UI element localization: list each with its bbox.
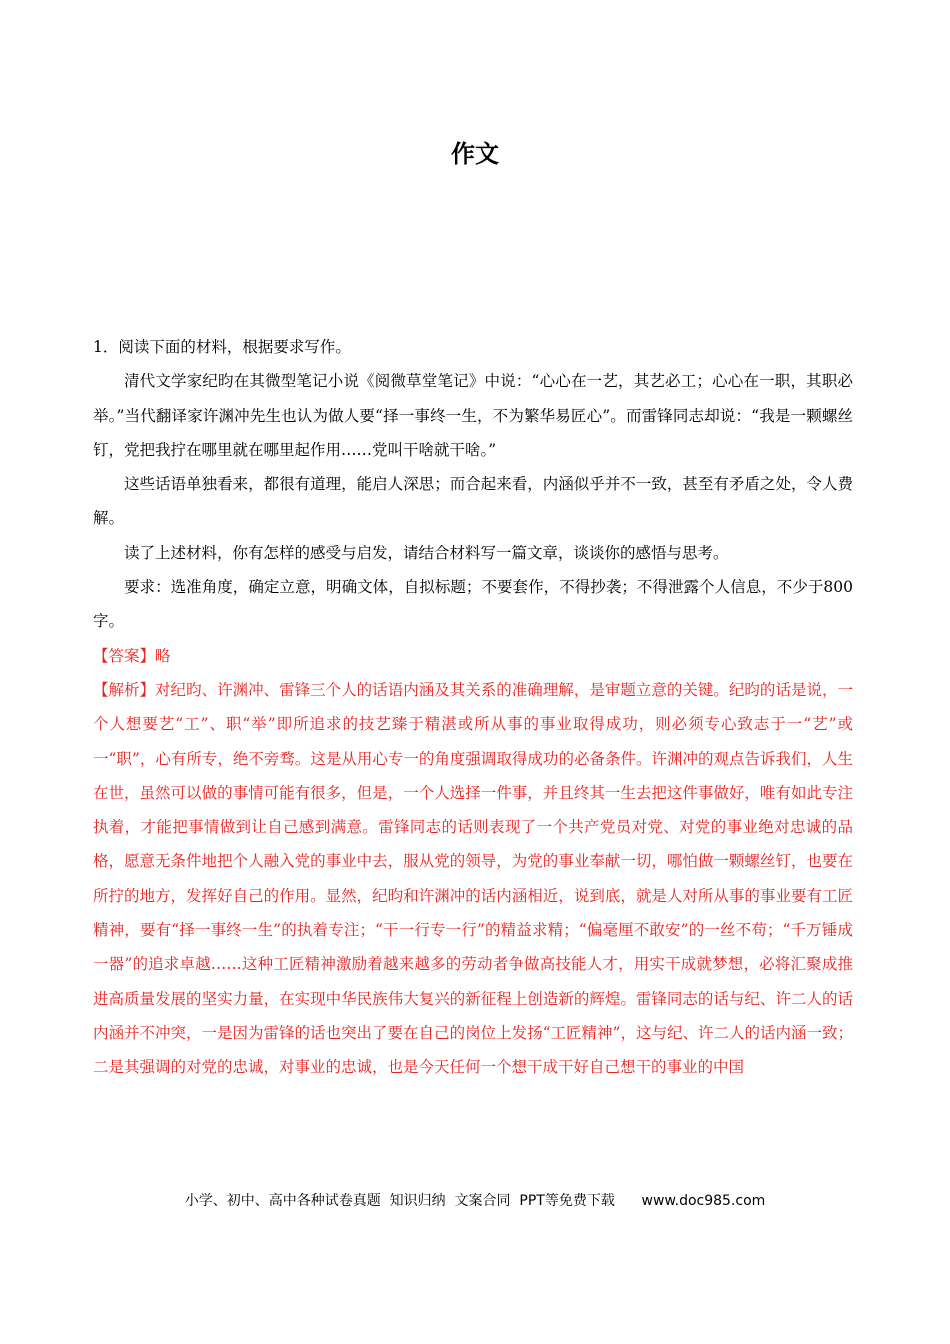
answer-text: 略 bbox=[155, 646, 171, 665]
page-title: 作文 bbox=[451, 140, 499, 168]
material-paragraph: 清代文学家纪昀在其微型笔记小说《阅微草堂笔记》中说：“心心在一艺，其艺必工；心心在一职，其职必举。”当代翻译家许渊冲先生也认为做人要“择一事终一生，不为繁华易匠心”。而雷锋同志却说：“我是一颗螺丝钉，党把我拧在哪里就在哪里起作用……党叫干啥就干啥。” bbox=[93, 372, 853, 459]
requirements-paragraph: 要求：选准角度，确定立意，明确文体，自拟标题；不要套作，不得抄袭；不得泄露个人信息，不少于800字。 bbox=[93, 578, 853, 631]
question-prompt-text: 阅读下面的材料，根据要求写作。 bbox=[118, 338, 351, 356]
question-content bbox=[93, 330, 853, 1085]
answer-label: 【答案】 bbox=[93, 646, 156, 665]
footer-text: 小学、初中、高中各种试卷真题 知识归纳 文案合同 PPT等免费下载 bbox=[184, 1193, 615, 1209]
question-prompt bbox=[93, 330, 853, 364]
material-paragraph: 读了上述材料，你有怎样的感受与启发，请结合材料写一篇文章，谈谈你的感悟与思考。 bbox=[124, 543, 729, 562]
material-paragraph: 这些话语单独看来，都很有道理，能启人深思；而合起来看，内涵似乎并不一致，甚至有矛盾之处，令人费解。 bbox=[93, 475, 853, 528]
analysis-label: 【解析】 bbox=[93, 680, 156, 699]
analysis-text: 对纪昀、许渊冲、雷锋三个人的话语内涵及其关系的准确理解，是审题立意的关键。纪昀的话是说，一个人想要艺“工”、职“举”即所追求的技艺臻于精湛或所从事的事业取得成功，则必须专心致志于一“艺”或一“职”，心有所专，绝不旁骛。这是从用心专一的角度强调取得成功的必备条件。许渊冲的观点告诉我们，人生在世，虽然可以做的事情可能有很多，但是，一个人选择一件事，并且终其一生去把这件事做好，唯有如此专注执着，才能把事情做到让自己感到满意。雷锋同志的话则表现了一个共产党员对党、对党的事业绝对忠诚的品格，愿意无条件地把个人融入党的事业中去，服从党的领导，为党的事业奉献一切，哪怕做一颗螺丝钉，也要在所拧的地方，发挥好自己的作用。显然，纪昀和许渊冲的话内涵相近，说到底，就是人对所从事的事业要有工匠精神，要有“择一事终一生”的执着专注；“干一行专一行”的精益求精；“偏毫厘不敢安”的一丝不苟；“千万锤成一器”的追求卓越……这种工匠精神激励着越来越多的劳动者争做高技能人才，用实干成就梦想，必将汇聚成推进高质量发展的坚实力量，在实现中华民族伟大复兴的新征程上创造新的辉煌。雷锋同志的话与纪、许二人的话内涵并不冲突，一是因为雷锋的话也突出了要在自己的岗位上发扬“工匠精神”，这与纪、许二人的话内涵一致；二是其强调的对党的忠诚，对事业的忠诚，也是今天任何一个想干成干好自己想干的事业的中国 bbox=[93, 680, 853, 1077]
analysis-paragraph bbox=[93, 673, 853, 1085]
question-number: 1． bbox=[93, 338, 119, 356]
page-footer bbox=[0, 1190, 950, 1212]
footer-url[interactable]: www.doc985.com bbox=[641, 1193, 766, 1209]
answer-line bbox=[93, 639, 853, 673]
